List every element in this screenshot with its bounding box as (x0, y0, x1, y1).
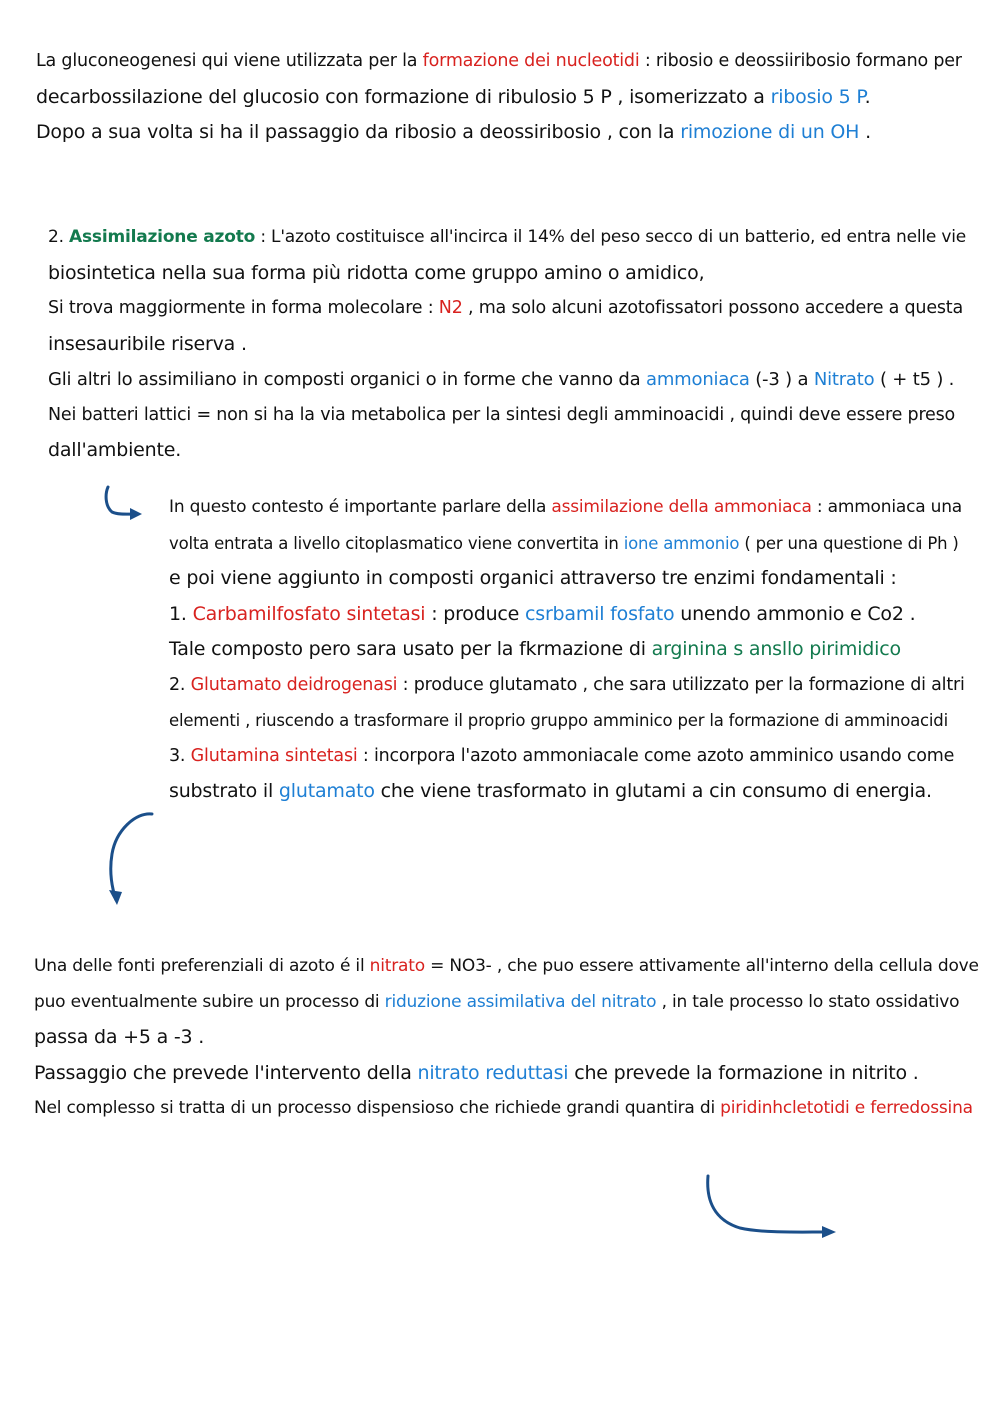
text-line (34, 1056, 984, 1092)
text-run: : produce (425, 602, 525, 625)
text-run: ( per una questione di Ph ) (739, 533, 959, 553)
text-line (169, 668, 969, 704)
text-run: : ribosio e deossiiribosio formano per (639, 51, 962, 71)
highlight-red: piridinhcletotidi e ferredossina (720, 1098, 973, 1118)
text-line (34, 985, 984, 1021)
highlight-green: arginina s ansllo pirimidico (651, 638, 901, 660)
paragraph-assimilazione-azoto (48, 220, 978, 469)
text-run: Dopo a sua volta si ha il passaggio da ribosio a deossiribosio , con la (36, 121, 681, 143)
highlight-red: N2 (438, 298, 463, 318)
text-run: . (859, 121, 871, 143)
highlight-red: Carbamilfosfato sintetasi (192, 602, 426, 625)
text-run: : ammoniaca una (811, 497, 963, 517)
text-line: biosintetica nella sua forma più ridotta come gruppo amino o amidico, (48, 261, 705, 284)
highlight-blue: riduzione assimilativa del nitrato (384, 991, 657, 1012)
text-run: , in tale processo lo stato ossidativo (656, 991, 960, 1012)
text-run: : incorpora l'azoto ammoniacale come azoto amminico usando come (357, 745, 955, 766)
text-line: Nei batteri lattici = non si ha la via metabolica per la sintesi degli amminoacidi , quindi deve essere preso (48, 404, 956, 425)
arrow-curve-down-icon (100, 808, 160, 910)
highlight-blue: rimozione di un OH (680, 121, 860, 143)
highlight-blue: Nitrato (813, 369, 875, 390)
text-line (169, 739, 969, 775)
text-run: Passaggio che prevede l'intervento della (34, 1061, 418, 1084)
text-line (169, 526, 969, 562)
text-run: Si trova maggiormente in forma molecolare : (48, 298, 439, 318)
paragraph-nitrato (34, 949, 984, 1127)
text-run: Tale composto pero sara usato per la fkrmazione di (169, 638, 652, 660)
highlight-red: assimilazione della ammoniaca (551, 497, 812, 517)
list-number: 2. (169, 674, 191, 695)
text-line: passa da +5 a -3 . (34, 1026, 205, 1048)
text-line (169, 632, 969, 668)
text-run: che viene trasformato in glutami a cin consumo di energia. (374, 780, 932, 802)
text-line (48, 220, 978, 256)
arrow-curve-right-icon (700, 1170, 840, 1242)
text-run: volta entrata a livello citoplasmatico viene convertita in (169, 533, 624, 553)
highlight-blue: csrbamil fosfato (525, 602, 675, 625)
highlight-blue: ammoniaca (646, 369, 750, 390)
text-run: Nel complesso si tratta di un processo dispensioso che richiede grandi quantira di (34, 1098, 721, 1118)
text-run: decarbossilazione del glucosio con formazione di ribulosio 5 P , isomerizzato a (36, 85, 771, 108)
text-line: elementi , riuscendo a trasformare il proprio gruppo amminico per la formazione di amminoacidi (169, 711, 948, 730)
text-run: In questo contesto é importante parlare della (169, 497, 552, 517)
highlight-red: nitrato (369, 956, 425, 976)
text-run: Gli altri lo assimiliano in composti organici o in forme che vanno da (48, 369, 647, 390)
highlight-blue: glutamato (278, 780, 375, 802)
highlight-blue: ione ammonio (623, 533, 740, 553)
text-line (169, 597, 969, 633)
text-run: (-3 ) a (749, 369, 814, 390)
list-number: 1. (169, 602, 193, 625)
text-run: che prevede la formazione in nitrito . (568, 1061, 919, 1084)
text-line (48, 362, 978, 398)
text-line (36, 115, 976, 151)
text-run: : L'azoto costituisce all'incirca il 14% del peso secco di un batterio, ed entra nelle vie (255, 227, 966, 247)
section-heading: Assimilazione azoto (69, 227, 256, 247)
text-run: unendo ammonio e Co2 . (674, 602, 916, 625)
text-run: puo eventualmente subire un processo di (34, 991, 385, 1012)
highlight-blue: nitrato reduttasi (417, 1061, 569, 1084)
text-line: insesauribile riserva . (48, 332, 247, 355)
text-line: dall'ambiente. (48, 439, 182, 461)
paragraph-gluconeogenesi (36, 44, 976, 151)
text-run: . (864, 85, 871, 108)
text-run: , ma solo alcuni azotofissatori possono accedere a questa (462, 298, 963, 318)
text-run: : produce glutamato , che sara utilizzato per la formazione di altri (397, 674, 965, 695)
highlight-red: Glutamina sintetasi (190, 745, 358, 766)
text-line (36, 80, 976, 116)
section-number: 2. (48, 227, 70, 247)
text-run: La gluconeogenesi qui viene utilizzata per la (36, 51, 423, 71)
text-line (34, 1091, 984, 1127)
highlight-red: formazione dei nucleotidi (422, 51, 640, 71)
text-run: Una delle fonti preferenziali di azoto é il (34, 956, 370, 976)
text-run: ( + t5 ) . (874, 369, 955, 390)
paragraph-assimilazione-ammoniaca (169, 490, 969, 810)
text-line (36, 44, 976, 80)
list-number: 3. (169, 745, 191, 766)
text-run: = NO3- , che puo essere attivamente all'interno della cellula dove (424, 956, 979, 976)
highlight-red: Glutamato deidrogenasi (190, 674, 398, 695)
text-line: e poi viene aggiunto in composti organici attraverso tre enzimi fondamentali : (169, 567, 897, 589)
text-run: substrato il (169, 780, 279, 802)
text-line (48, 291, 978, 327)
arrow-bent-right-icon (100, 484, 148, 524)
text-line (34, 949, 984, 985)
text-line (169, 774, 969, 810)
highlight-blue: ribosio 5 P (770, 85, 865, 108)
text-line (169, 490, 969, 526)
